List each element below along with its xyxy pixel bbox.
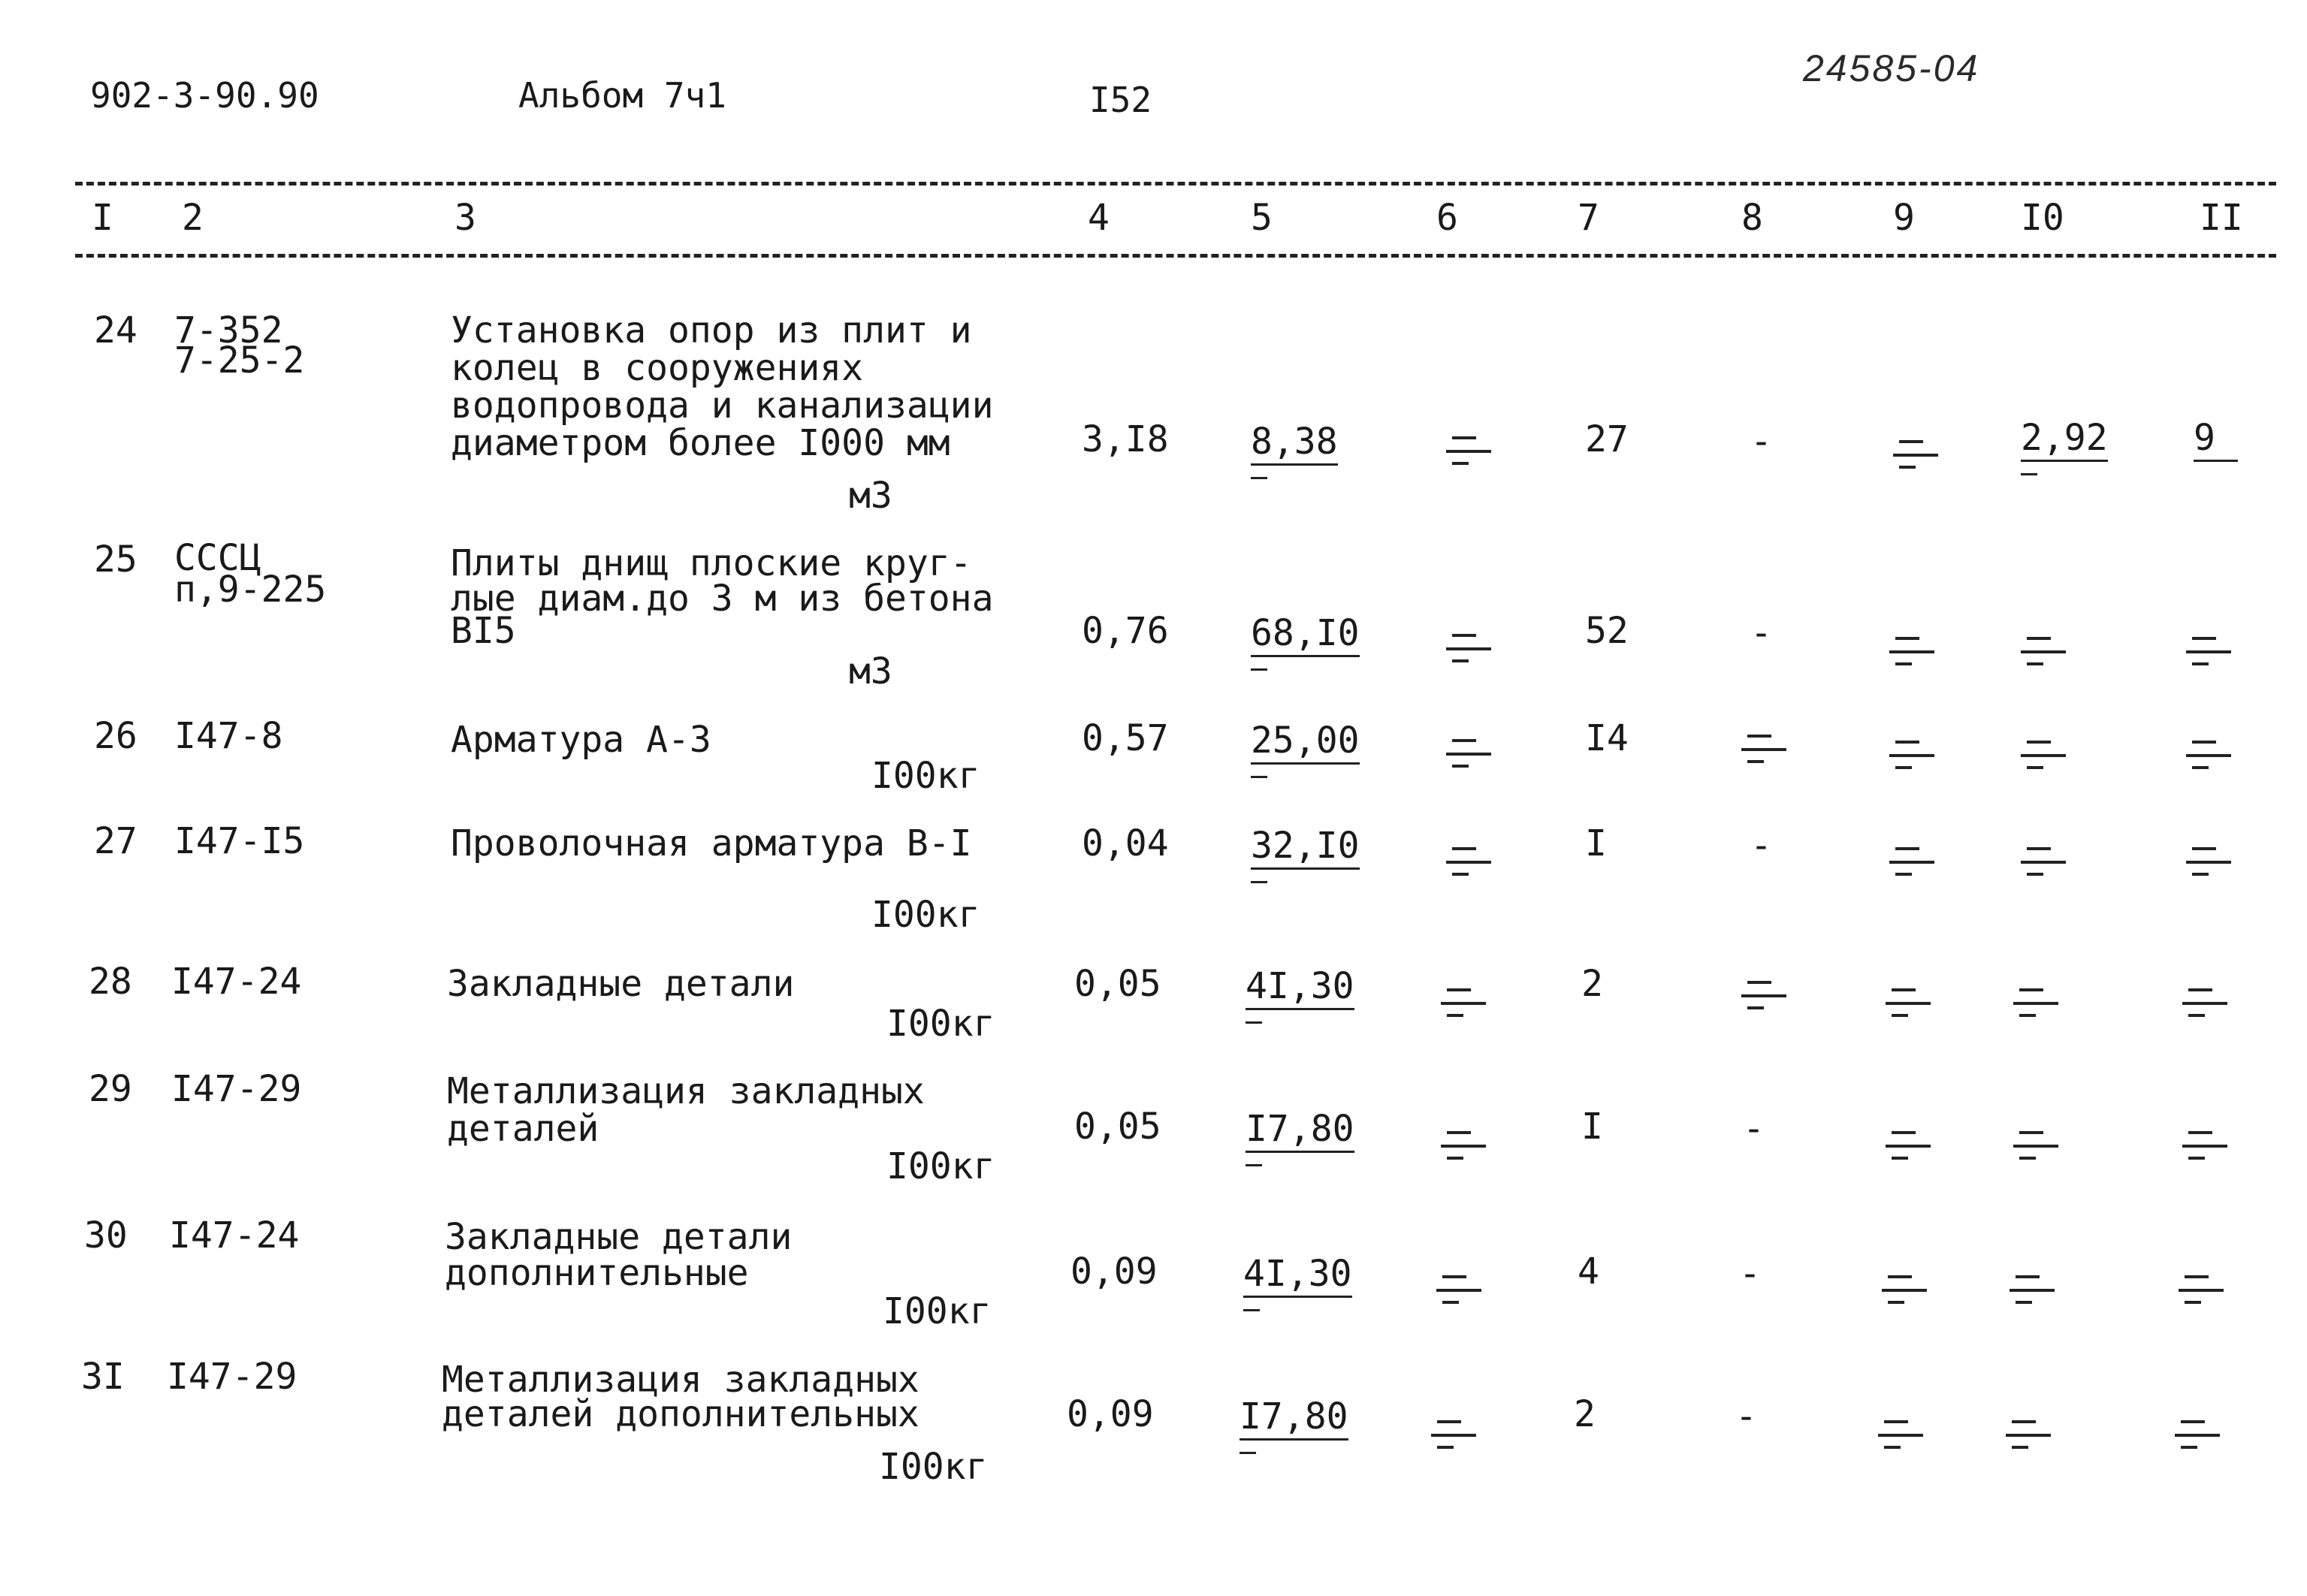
row-description: водопровода и канализации (451, 385, 994, 427)
ditto-mark (2175, 1416, 2220, 1450)
ditto-mark (2182, 1127, 2227, 1161)
row-description: деталей дополнительных (442, 1393, 919, 1435)
ditto-mark (1441, 984, 1486, 1018)
header-rule-bottom (75, 254, 2276, 258)
row-col7: 27 (1585, 418, 1629, 460)
col-4: 4 (1088, 197, 1110, 239)
row-col8: - (1743, 1108, 1765, 1150)
ditto-mark (1893, 436, 1938, 470)
col-10: I0 (2021, 197, 2064, 239)
ditto-mark (1882, 1271, 1927, 1305)
col-7: 7 (1578, 197, 1599, 239)
row-description: колец в сооружениях (451, 347, 864, 389)
row-col7: 2 (1574, 1393, 1596, 1435)
row-price: 4I,30 (1243, 1253, 1352, 1295)
ditto-mark (1741, 976, 1786, 1011)
album-label: Альбом 7ч1 (518, 75, 726, 116)
ditto-mark (1889, 843, 1934, 877)
row-description: деталей (447, 1108, 599, 1150)
row-quantity: 0,04 (1082, 822, 1169, 864)
row-code: п,9-225 (174, 569, 327, 611)
row-description: лые диам.до 3 м из бетона (451, 578, 994, 620)
col-5: 5 (1251, 197, 1273, 239)
header-rule-top (75, 182, 2276, 186)
row-price: 4I,30 (1246, 965, 1354, 1007)
row-code: 7-25-2 (174, 339, 305, 382)
row-col11: 9 (2194, 417, 2215, 459)
col-8: 8 (1741, 197, 1763, 239)
ditto-mark (2179, 1271, 2224, 1305)
row-description: Установка опор из плит и (451, 309, 972, 351)
ditto-mark (2013, 1127, 2058, 1161)
ditto-mark (2182, 984, 2227, 1018)
col-11: II (2200, 197, 2243, 239)
row-unit: м3 (849, 475, 892, 517)
row-code: I47-29 (171, 1068, 302, 1110)
row-code: I47-24 (171, 961, 302, 1003)
row-quantity: 0,05 (1074, 963, 1161, 1005)
row-number: 28 (89, 961, 132, 1003)
row-col7: 52 (1585, 610, 1629, 652)
row-code: I47-29 (167, 1356, 297, 1398)
row-description: Закладные детали (445, 1216, 793, 1258)
row-col7: 4 (1578, 1251, 1599, 1293)
row-code: I47-8 (174, 715, 283, 757)
row-number: 27 (94, 820, 137, 862)
row-unit: I00кг (886, 1003, 995, 1045)
ditto-mark (1889, 632, 1934, 667)
row-description: BI5 (451, 610, 516, 652)
row-code: I47-I5 (174, 820, 305, 862)
row-unit: I00кг (871, 755, 980, 797)
ditto-mark (2021, 736, 2066, 771)
ditto-mark (1886, 1127, 1931, 1161)
ditto-mark (2186, 632, 2231, 667)
document-code: 24585-04 (1803, 47, 1980, 89)
ditto-mark (1886, 984, 1931, 1018)
ditto-mark (1436, 1271, 1481, 1305)
project-number: 902-3-90.90 (90, 75, 319, 116)
row-price: 68,I0 (1251, 612, 1360, 654)
row-price: 25,00 (1251, 720, 1360, 762)
ditto-mark (1446, 432, 1491, 466)
col-1: I (92, 197, 113, 239)
row-description: Металлизация закладных (447, 1070, 925, 1112)
ditto-mark (2013, 984, 2058, 1018)
row-number: 29 (89, 1068, 132, 1110)
row-col8: - (1750, 825, 1772, 867)
row-col10: 2,92 (2021, 417, 2108, 459)
row-code: СССЦ (174, 537, 261, 579)
row-price: I7,80 (1240, 1395, 1348, 1438)
ditto-mark (1446, 629, 1491, 664)
col-6: 6 (1436, 197, 1458, 239)
row-col8: - (1739, 1253, 1761, 1295)
ditto-mark (2006, 1416, 2051, 1450)
row-quantity: 0,57 (1082, 717, 1169, 759)
ditto-mark (2186, 736, 2231, 771)
ditto-mark (1446, 843, 1491, 877)
row-col7: I (1585, 822, 1607, 864)
row-quantity: 0,09 (1070, 1251, 1158, 1293)
row-col8: - (1750, 421, 1772, 463)
col-9: 9 (1893, 197, 1915, 239)
row-code: I47-24 (169, 1214, 300, 1257)
row-unit: I00кг (886, 1145, 995, 1187)
ditto-mark (1431, 1416, 1476, 1450)
ditto-mark (1889, 736, 1934, 771)
row-number: 24 (94, 309, 137, 351)
row-description: дополнительные (445, 1252, 749, 1294)
row-col7: I (1581, 1106, 1603, 1148)
row-price: I7,80 (1246, 1108, 1354, 1150)
row-number: 25 (94, 539, 137, 581)
row-code: 7-352 (174, 309, 283, 351)
row-description: Арматура А-3 (451, 719, 711, 761)
row-number: 30 (84, 1214, 128, 1257)
row-unit: I00кг (879, 1446, 988, 1488)
row-col8: - (1750, 612, 1772, 654)
row-description: Плиты днищ плоские круг- (451, 542, 972, 584)
row-description: диаметром более I000 мм (451, 422, 950, 464)
row-unit: м3 (849, 650, 892, 692)
page-number: I52 (1089, 80, 1152, 120)
row-description: Закладные детали (447, 963, 795, 1005)
ditto-mark (2010, 1271, 2055, 1305)
row-price: 8,38 (1251, 421, 1338, 463)
ditto-mark (1441, 1127, 1486, 1161)
ditto-mark (2021, 843, 2066, 877)
row-unit: I00кг (871, 894, 980, 936)
ditto-mark (1878, 1416, 1923, 1450)
row-quantity: 3,I8 (1082, 418, 1169, 460)
row-number: 26 (94, 715, 137, 757)
row-col8: - (1735, 1395, 1757, 1438)
row-quantity: 0,09 (1067, 1393, 1154, 1435)
ditto-mark (2021, 632, 2066, 667)
row-description: Проволочная арматура В-I (451, 822, 972, 864)
row-unit: I00кг (883, 1290, 992, 1332)
row-description: Металлизация закладных (442, 1359, 919, 1401)
row-quantity: 0,76 (1082, 610, 1169, 652)
row-price: 32,I0 (1251, 825, 1360, 867)
col-2: 2 (182, 197, 204, 239)
row-quantity: 0,05 (1074, 1106, 1161, 1148)
ditto-mark (2186, 843, 2231, 877)
col-3: 3 (454, 197, 476, 239)
ditto-mark (1741, 730, 1786, 765)
row-number: 3I (81, 1356, 125, 1398)
ditto-mark (1446, 735, 1491, 769)
row-col7: 2 (1581, 963, 1603, 1005)
row-col7: I4 (1585, 717, 1629, 759)
